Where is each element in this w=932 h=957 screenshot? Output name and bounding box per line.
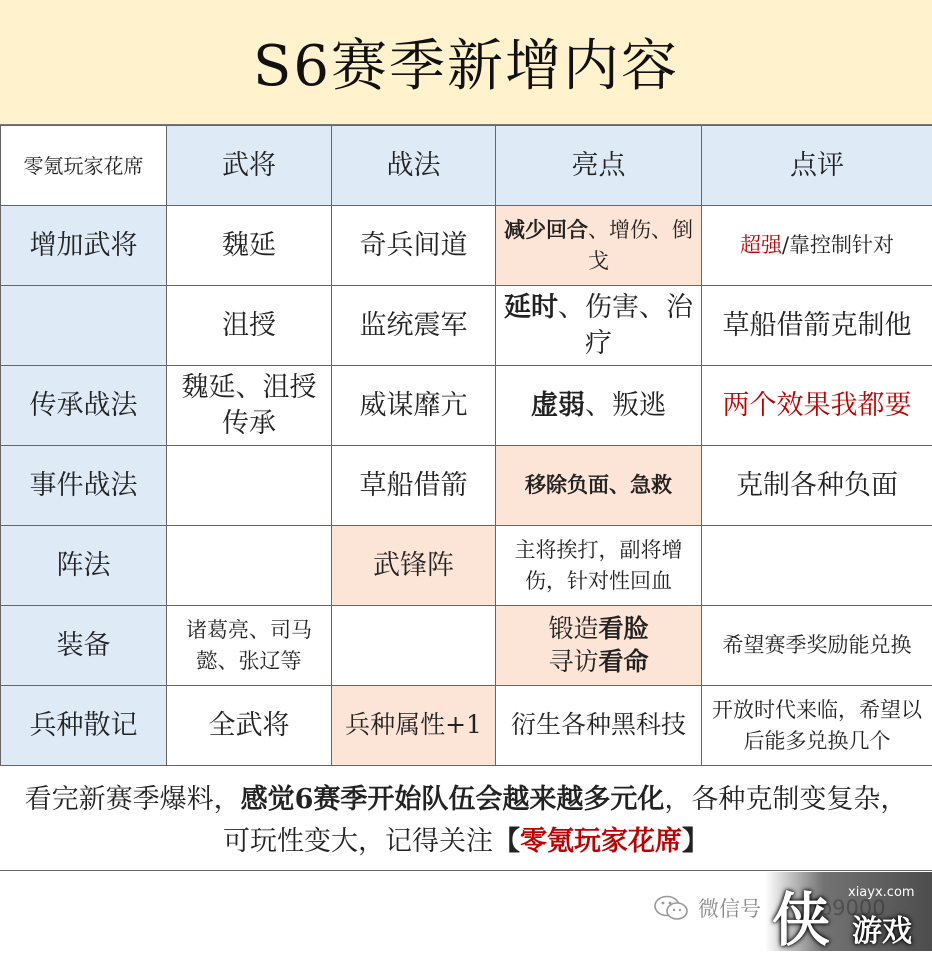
row-highlight: 衍生各种黑科技: [496, 686, 702, 766]
row-category: 事件战法: [1, 446, 167, 526]
row-general: 魏延: [167, 206, 332, 286]
row-category: [1, 286, 167, 366]
row-category: 增加武将: [1, 206, 167, 286]
season-content-table: [0, 125, 932, 766]
row-tactic: 武锋阵: [332, 526, 496, 606]
highlight-line2-a: 寻访: [548, 647, 598, 676]
row-comment: [702, 526, 932, 606]
row-tactic: 奇兵间道: [332, 206, 496, 286]
row-general: 沮授: [167, 286, 332, 366]
header-comment: 点评: [702, 126, 932, 206]
table-row: [1, 206, 932, 286]
highlight-bold: 虚弱: [531, 390, 585, 421]
row-general: [167, 526, 332, 606]
summary-part1: 看完新赛季爆料，: [25, 784, 241, 815]
highlight-bold: 减少回合: [504, 217, 588, 242]
row-general: 全武将: [167, 686, 332, 766]
table-row: [1, 446, 932, 526]
row-highlight: [496, 446, 702, 526]
highlight-rest: 、伤害、治疗: [558, 292, 693, 358]
site-url: xiayx.com: [848, 885, 915, 900]
highlight-bold: 移除负面、急救: [525, 472, 672, 497]
corner-label: 零氪玩家花席: [1, 126, 167, 206]
highlight-bold: 延时: [504, 292, 558, 323]
table-row: [1, 366, 932, 446]
row-highlight: [496, 206, 702, 286]
highlight-rest: 、叛逃: [585, 390, 666, 421]
table-row: [1, 606, 932, 686]
row-comment: 两个效果我都要: [702, 366, 932, 446]
row-comment: 希望赛季奖励能兑换: [702, 606, 932, 686]
row-category: 传承战法: [1, 366, 167, 446]
row-highlight: [496, 286, 702, 366]
row-highlight: [496, 606, 702, 686]
summary-bold: 感觉6赛季开始队伍会越来越多元化: [241, 784, 665, 815]
highlight-rest: 、增伤、倒戈: [588, 218, 693, 272]
site-logo-char: 侠: [772, 873, 830, 957]
wechat-label: 微信号: [698, 893, 761, 923]
bracket-close: 】: [682, 826, 709, 857]
header-general: 武将: [167, 126, 332, 206]
highlight-line1-a: 锻造: [548, 614, 598, 643]
header-highlight: 亮点: [496, 126, 702, 206]
table-row: [1, 286, 932, 366]
site-logo-text: 游戏: [852, 906, 912, 950]
table-header-row: [1, 126, 932, 206]
table-row: [1, 686, 932, 766]
row-tactic: 兵种属性+1: [332, 686, 496, 766]
row-highlight: [496, 366, 702, 446]
row-highlight: 主将挨打，副将增伤，针对性回血: [496, 526, 702, 606]
header-tactic: 战法: [332, 126, 496, 206]
row-comment: 开放时代来临，希望以后能多兑换几个: [702, 686, 932, 766]
row-category: 阵法: [1, 526, 167, 606]
row-comment: [702, 206, 932, 286]
account-name: 零氪玩家花席: [520, 826, 682, 857]
row-tactic: 草船借箭: [332, 446, 496, 526]
bracket-open: 【: [493, 826, 520, 857]
summary-part3: ，各种克制变复杂，可玩性变大，记得关注: [223, 784, 907, 857]
wechat-icon: [652, 893, 692, 923]
highlight-line2-b: 看命: [599, 647, 649, 676]
row-general: [167, 446, 332, 526]
row-general: 魏延、沮授传承: [167, 366, 332, 446]
row-category: 装备: [1, 606, 167, 686]
highlight-line1-b: 看脸: [599, 614, 649, 643]
row-comment: 克制各种负面: [702, 446, 932, 526]
comment-red: 超强: [740, 233, 782, 257]
row-tactic: [332, 606, 496, 686]
table-row: [1, 526, 932, 606]
row-tactic: 威谋靡亢: [332, 366, 496, 446]
page-title: S6赛季新增内容: [0, 0, 932, 125]
row-comment: 草船借箭克制他: [702, 286, 932, 366]
summary-text: [0, 765, 932, 871]
comment-rest: /靠控制针对: [782, 233, 894, 257]
row-general: 诸葛亮、司马懿、张辽等: [167, 606, 332, 686]
row-tactic: 监统震军: [332, 286, 496, 366]
row-category: 兵种散记: [1, 686, 167, 766]
